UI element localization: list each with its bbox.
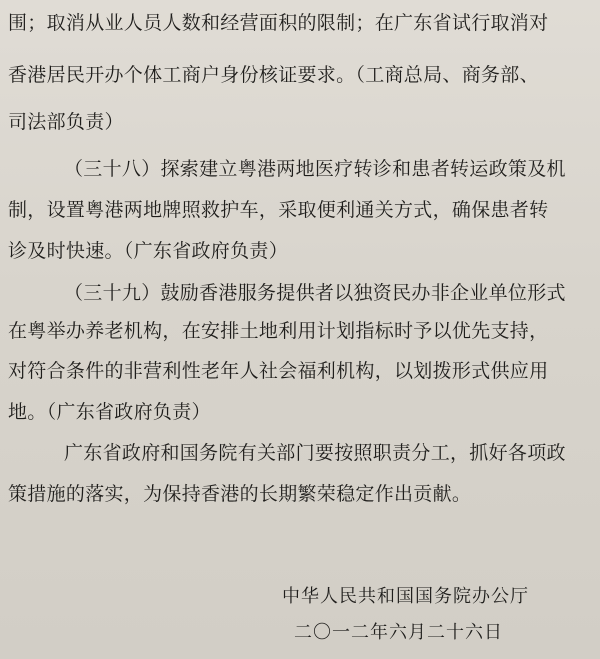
text-line: 在粤举办养老机构，在安排土地利用计划指标时予以优先支持， bbox=[8, 320, 549, 342]
text-line: 香港居民开办个体工商户身份核证要求。（工商总局、商务部、 bbox=[8, 64, 539, 86]
text-line: 广东省政府和国务院有关部门要按照职责分工，抓好各项政 bbox=[64, 442, 566, 464]
text-line: （三十九）鼓励香港服务提供者以独资民办非企业单位形式 bbox=[64, 282, 566, 304]
text-line: 地。（广东省政府负责） bbox=[8, 401, 211, 423]
text-line: 制，设置粤港两地牌照救护车，采取便利通关方式，确保患者转 bbox=[8, 199, 549, 221]
issuer-name: 中华人民共和国国务院办公厅 bbox=[282, 586, 529, 607]
text-line: 诊及时快速。（广东省政府负责） bbox=[8, 240, 289, 262]
text-line: 对符合条件的非营利性老年人社会福利机构，以划拨形式供应用 bbox=[8, 360, 549, 382]
issue-date: 二〇一二年六月二十六日 bbox=[294, 622, 503, 643]
text-line: 策措施的落实，为保持香港的长期繁荣稳定作出贡献。 bbox=[8, 483, 472, 505]
text-line: 围；取消从业人员人数和经营面积的限制；在广东省试行取消对 bbox=[8, 12, 549, 34]
text-line: 司法部负责） bbox=[8, 111, 124, 133]
text-line: （三十八）探索建立粤港两地医疗转诊和患者转运政策及机 bbox=[64, 158, 566, 180]
